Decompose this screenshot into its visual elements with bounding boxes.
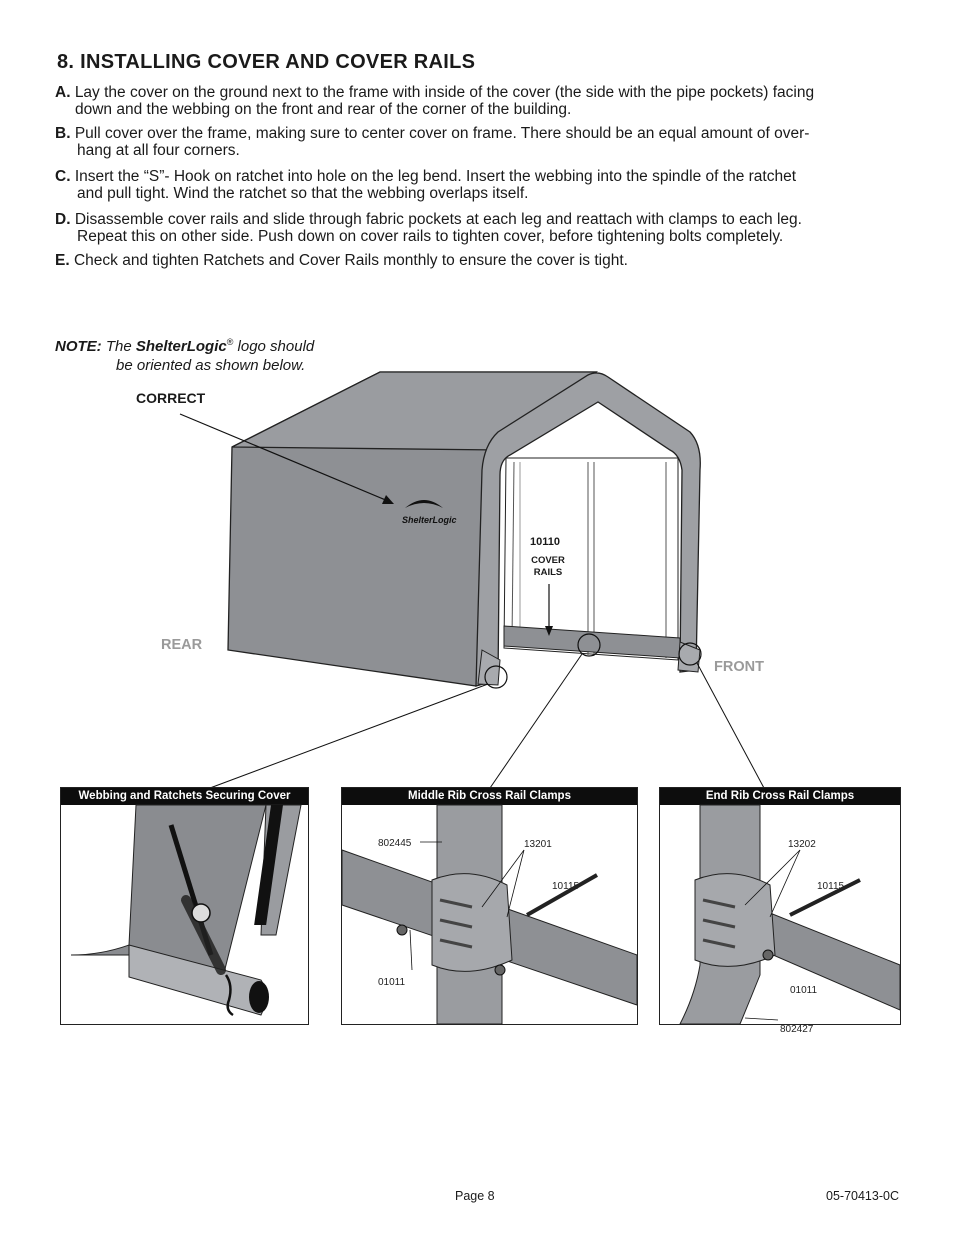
note-line-2: be oriented as shown below. — [116, 357, 306, 374]
note-text-after: logo should — [233, 338, 315, 355]
step-text-continued: down and the webbing on the front and rear of the corner of the building. — [75, 101, 572, 118]
note-text: The — [101, 338, 136, 355]
cover-rails-label-line2: RAILS — [533, 567, 563, 578]
middle-rib-clamp-illustration — [342, 805, 637, 1024]
cover-rails-part-number: 10110 — [530, 536, 560, 548]
page-number: Page 8 — [455, 1189, 495, 1203]
panel-title: End Rib Cross Rail Clamps — [660, 788, 900, 805]
step-d — [55, 211, 905, 245]
step-b — [55, 125, 905, 159]
note-prefix: NOTE: — [55, 338, 102, 355]
part-802445: 802445 — [378, 838, 412, 849]
step-text: Insert the “S”- Hook on ratchet into hole on the leg bend. Insert the webbing into the spindle of the ratchet — [74, 168, 797, 185]
step-c — [55, 168, 905, 202]
cover-rails-label-line1: COVER — [531, 555, 565, 566]
panel-title: Middle Rib Cross Rail Clamps — [342, 788, 637, 805]
step-text: Lay the cover on the ground next to the frame with inside of the cover (the side with the pipe pockets) facing — [74, 84, 815, 101]
step-text-continued: Repeat this on other side. Push down on cover rails to tighten cover, before tightening bolts completely. — [77, 228, 784, 245]
step-label: A. — [55, 84, 71, 101]
step-text: Disassemble cover rails and slide through fabric pockets at each leg and reattach with clamps to each leg. — [74, 211, 802, 228]
end-rib-clamp-illustration — [660, 805, 900, 1035]
step-label: C. — [55, 168, 71, 185]
part-13201: 13201 — [524, 839, 552, 850]
front-label: FRONT — [714, 659, 764, 675]
step-text: Pull cover over the frame, making sure to center cover on frame. There should be an equal amount of over- — [74, 125, 810, 142]
step-text-continued: and pull tight. Wind the ratchet so that the webbing overlaps itself. — [77, 185, 529, 202]
step-e — [55, 252, 905, 269]
part-10115: 10115 — [552, 881, 580, 892]
step-label: D. — [55, 211, 71, 228]
shelter-diagram — [0, 360, 954, 800]
part-13202: 13202 — [788, 839, 816, 850]
webbing-ratchets-panel — [60, 787, 309, 1025]
step-text: Check and tighten Ratchets and Cover Rails monthly to ensure the cover is tight. — [73, 252, 628, 269]
step-label: E. — [55, 252, 70, 269]
shelterlogic-logo: ShelterLogic — [402, 515, 457, 525]
step-text-continued: hang at all four corners. — [77, 142, 240, 159]
part-802427: 802427 — [780, 1024, 814, 1035]
correct-label: CORRECT — [136, 390, 206, 406]
webbing-ratchet-illustration — [61, 805, 308, 1024]
middle-rib-panel — [341, 787, 638, 1025]
part-01011: 01011 — [790, 985, 818, 996]
panel-title: Webbing and Ratchets Securing Cover — [61, 788, 308, 805]
part-01011: 01011 — [378, 977, 406, 988]
rear-label: REAR — [161, 637, 203, 653]
cover-rails-label — [526, 555, 570, 579]
registered-mark: ® — [226, 337, 234, 347]
step-a — [55, 84, 905, 118]
end-rib-panel — [659, 787, 901, 1035]
part-10115: 10115 — [817, 881, 845, 892]
step-label: B. — [55, 125, 71, 142]
document-number: 05-70413-0C — [826, 1189, 899, 1203]
note-brand: ShelterLogic — [135, 338, 227, 355]
section-title: 8. INSTALLING COVER AND COVER RAILS — [57, 51, 476, 73]
